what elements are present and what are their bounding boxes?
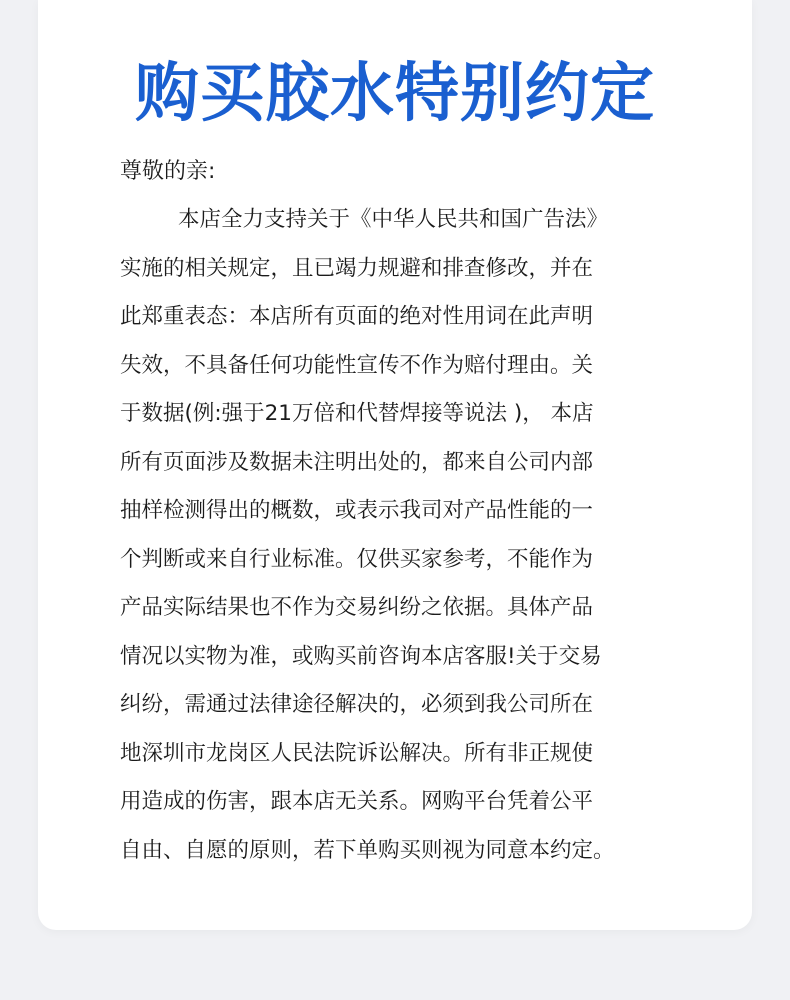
notice-line: 此郑重表态：本店所有页面的绝对性用词在此声明 [120, 304, 594, 329]
notice-line: 个判断或来自行业标准。仅供买家参考，不能作为 [120, 546, 594, 572]
notice-line: 地深圳市龙岗区人民法院诉讼解决。所有非正规使 [120, 740, 594, 766]
notice-line: 产品实际结果也不作为交易纠纷之依据。具体产品 [120, 595, 594, 620]
notice-body [120, 196, 660, 875]
notice-line: 用造成的伤害，跟本店无关系。网购平台凭着公平 [120, 789, 594, 814]
notice-line: 于数据(例:强于21万倍和代替焊接等说法 )， 本店 [120, 401, 594, 426]
notice-line: 所有页面涉及数据未注明出处的，都来自公司内部 [120, 449, 594, 475]
notice-line: 失效，不具备任何功能性宣传不作为赔付理由。关 [120, 352, 594, 378]
notice-line: 情况以实物为准，或购买前咨询本店客服!关于交易 [120, 643, 602, 669]
greeting: 尊敬的亲: [120, 159, 216, 184]
notice-line: 实施的相关规定，且已竭力规避和排查修改，并在 [120, 255, 594, 281]
notice-line: 纠纷，需通过法律途径解决的，必须到我公司所在 [120, 692, 594, 717]
notice-line: 本店全力支持关于《中华人民共和国广告法》 [178, 207, 609, 232]
notice-line: 自由、自愿的原则，若下单购买则视为同意本约定。 [120, 837, 615, 863]
notice-line: 抽样检测得出的概数，或表示我司对产品性能的一 [120, 498, 594, 523]
page-title: 购买胶水特别约定 [135, 57, 655, 131]
